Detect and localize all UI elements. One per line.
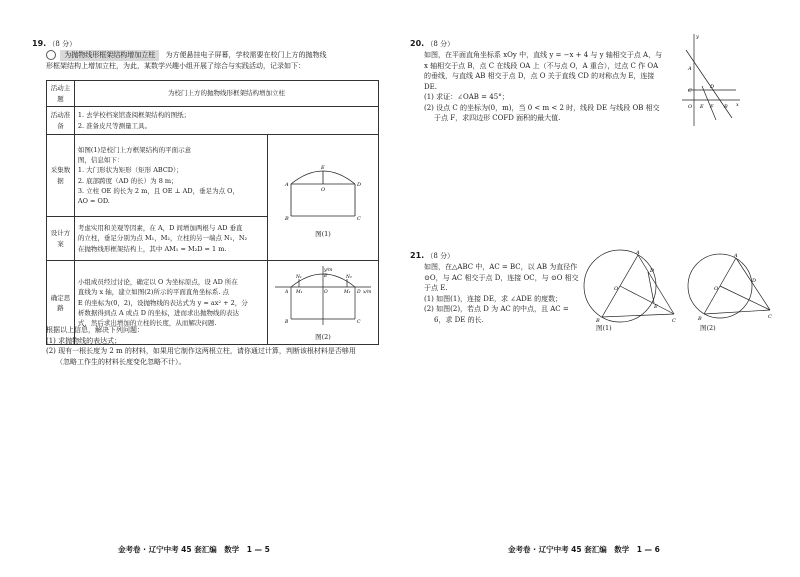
- row-line: E 的坐标为(0，2)，设抛物线的表达式为 y = ax² + 2，分: [77, 298, 248, 307]
- figure-2-caption: 图(2): [700, 324, 716, 332]
- subquestion-1: (1) 求抛物线的表达式；: [46, 336, 122, 345]
- svg-text:A: A: [285, 181, 289, 188]
- svg-text:O: O: [614, 286, 619, 292]
- intro-line-2: 形框架结构上增加立柱，为此，某数学兴趣小组开展了综合与实践活动，记录如下：: [46, 61, 305, 70]
- row-line: 小组成员经过讨论，确定以 O 为坐标原点，设 AD 所在: [77, 278, 238, 287]
- footer-left-text: 金考卷 · 辽宁中考 45 套汇编 数学 1 — 5: [118, 545, 270, 554]
- row-text: [74, 135, 267, 217]
- svg-text:A: A: [734, 253, 738, 259]
- question-21-header: [410, 250, 454, 262]
- row-line: 如图(1)是校门上方框架结构的平面示意: [77, 146, 192, 155]
- row-line: 1. 去学校档案馆查阅框架结构的图纸；: [77, 111, 191, 120]
- row-text: [74, 217, 267, 261]
- question-number: 20.: [410, 39, 425, 48]
- subquestion-2-cont: （忽略工作生的材料长度变化忽略不计）。: [56, 357, 186, 366]
- svg-text:C: C: [688, 88, 692, 94]
- svg-text:B: B: [596, 318, 600, 324]
- figure-2-diagram: [271, 263, 375, 329]
- svg-text:C: C: [768, 314, 772, 320]
- svg-text:O: O: [324, 290, 328, 295]
- svg-text:D: D: [650, 268, 655, 274]
- svg-text:x/m: x/m: [363, 290, 372, 295]
- subquestion-2: (2) 现有一根长度为 2 m 的材料，如果用它制作这两根立柱，请你通过计算，判断该根材料是否够用: [46, 347, 356, 355]
- row-line: 析数据得到点 A 或点 D 的坐标，进而求出抛物线的表达: [77, 308, 240, 317]
- svg-text:y/m: y/m: [324, 268, 333, 273]
- activity-table: [46, 80, 379, 345]
- svg-text:O: O: [688, 104, 693, 110]
- row-line: 图，信息如下：: [77, 156, 124, 165]
- table-row: [47, 135, 379, 217]
- row-text: [74, 107, 378, 135]
- row-label: 活动准备: [47, 107, 75, 135]
- table-row: [47, 107, 379, 135]
- subquestion-1: (1) 如图(1)，连接 DE，求 ∠ADE 的度数；: [424, 294, 563, 303]
- row-line: AO = OD.: [77, 196, 110, 205]
- row-label: 活动主题: [47, 81, 75, 107]
- svg-text:F: F: [710, 104, 714, 110]
- svg-text:A: A: [688, 66, 692, 72]
- row-label: 确定思路: [47, 261, 75, 345]
- row-line: 2. 底部跨度（AD 的长）为 8 m；: [77, 176, 178, 185]
- question-20-header: [410, 38, 454, 50]
- svg-text:B: B: [285, 215, 289, 222]
- question-score: （8 分）: [48, 40, 77, 48]
- question-21-figure-1: [578, 248, 678, 328]
- svg-text:O: O: [714, 286, 719, 292]
- figure-1-diagram: [273, 156, 373, 226]
- after-table-text: 根据以上信息，解决下列问题：: [46, 326, 144, 334]
- svg-text:M₂: M₂: [344, 290, 351, 295]
- question-number: 19.: [32, 39, 47, 48]
- svg-text:E: E: [324, 274, 328, 279]
- row-line: 2. 准备皮尺等测量工具。: [77, 121, 152, 130]
- question-number: 21.: [410, 251, 425, 260]
- svg-text:O: O: [321, 186, 326, 193]
- footer-left: [118, 544, 270, 555]
- subquestion-2-cont: 于点 F，求四边形 COFD 面积的最大值.: [434, 114, 561, 122]
- question-19-header: [32, 38, 76, 50]
- svg-text:x: x: [736, 102, 739, 108]
- question-line: 如图，在平面直角坐标系 xOy 中，直线 y = −x + 4 与 y 轴相交于点 A，与: [424, 51, 663, 59]
- question-score: （8 分）: [426, 252, 455, 260]
- subquestion-2: (2) 如图(2)，若点 D 为 AC 的中点，且 AC =: [424, 305, 569, 313]
- svg-text:E: E: [654, 304, 658, 310]
- question-line: DE.: [424, 82, 437, 91]
- question-line: 如图，在△ABC 中，AC = BC，以 AB 为直径作: [424, 263, 578, 271]
- badge-icon: [46, 50, 56, 60]
- figure-1-caption: 图(1): [315, 230, 331, 238]
- row-line: 的立柱，垂足分别为点 M₁，M₂，立柱的另一端点 N₁，N₂: [77, 234, 248, 243]
- svg-text:D: D: [357, 290, 361, 295]
- svg-text:D: D: [710, 84, 715, 90]
- intro-line-1: 为方便悬挂电子屏幕，学校需要在校门上方的抛物线: [165, 51, 327, 59]
- row-line: 1. 大门形状为矩形（矩形 ABCD）；: [77, 166, 183, 175]
- svg-text:C: C: [357, 320, 361, 325]
- question-19-subquestions: [46, 325, 391, 367]
- row-line: 3. 立柱 OE 的长为 2 m，且 OE ⊥ AD，垂足为点 O，: [77, 186, 239, 195]
- svg-text:M₁: M₁: [296, 290, 303, 295]
- svg-text:A: A: [636, 250, 640, 256]
- question-line: ⊙O，与 AC 相交于点 D，连接 OC，与 ⊙O 相交: [424, 273, 579, 282]
- row-label: 设计方案: [47, 217, 75, 261]
- question-score: （8 分）: [426, 40, 455, 48]
- question-19-intro: [46, 50, 386, 71]
- figure-1-caption: 图(1): [596, 324, 612, 332]
- svg-text:C: C: [357, 215, 361, 222]
- topic-tag: 为抛物线形框架结构增加立柱: [60, 50, 159, 61]
- table-row: [47, 81, 379, 107]
- svg-text:B: B: [285, 320, 289, 325]
- question-21-body: [424, 262, 584, 325]
- svg-text:A: A: [285, 290, 289, 295]
- svg-text:y: y: [696, 34, 699, 40]
- svg-text:E: E: [700, 104, 704, 110]
- question-21-figure-2: [682, 250, 774, 324]
- svg-text:B: B: [698, 316, 702, 322]
- svg-text:N₂: N₂: [346, 275, 352, 280]
- footer-right-text: 金考卷 · 辽宁中考 45 套汇编 数学 1 — 6: [508, 545, 660, 554]
- figure-1-cell: [268, 135, 379, 261]
- svg-text:C: C: [672, 318, 676, 324]
- row-line: 直线为 x 轴，建立如图(2)所示的平面直角坐标系. 点: [77, 288, 230, 297]
- question-line: x 轴相交于点 B，点 C 在线段 OA 上（不与点 O，A 重合），过点 C 作 OA: [424, 61, 659, 70]
- figure-2-caption: 图(2): [315, 333, 331, 342]
- subquestion-2: (2) 设点 C 的坐标为(0，m)，当 0 < m < 2 时，线段 DE 与线段 OB 相交: [424, 103, 660, 112]
- question-line: 的垂线，与直线 AB 相交于点 D，点 O 关于直线 CD 的对称点为 E，连接: [424, 72, 655, 80]
- row-line: 在抛物线形框架结构上，其中 AM₁ = M₂D = 1 m.: [77, 244, 227, 253]
- row-line: 考虑实用和美观等因素，在 A，D 间增加两根与 AD 垂直: [77, 224, 243, 233]
- row-text: 为校门上方的抛物线形框架结构增加立柱: [74, 81, 378, 107]
- row-line: 式，然后求出增加的立柱的长度，从而解决问题.: [77, 318, 217, 327]
- row-label: 采集数据: [47, 135, 75, 217]
- subquestion-2-cont: 6，求 DE 的长.: [434, 315, 484, 324]
- question-20-body: [424, 50, 686, 124]
- svg-text:D: D: [357, 181, 362, 188]
- svg-text:N₁: N₁: [296, 275, 302, 280]
- footer-right: [508, 544, 660, 555]
- svg-text:E: E: [321, 164, 325, 171]
- subquestion-1: (1) 求证：∠OAB = 45°；: [424, 93, 509, 101]
- question-20-diagram: [680, 30, 742, 130]
- svg-text:D: D: [752, 278, 757, 284]
- svg-text:B: B: [724, 104, 728, 110]
- question-line: 于点 E.: [424, 284, 448, 292]
